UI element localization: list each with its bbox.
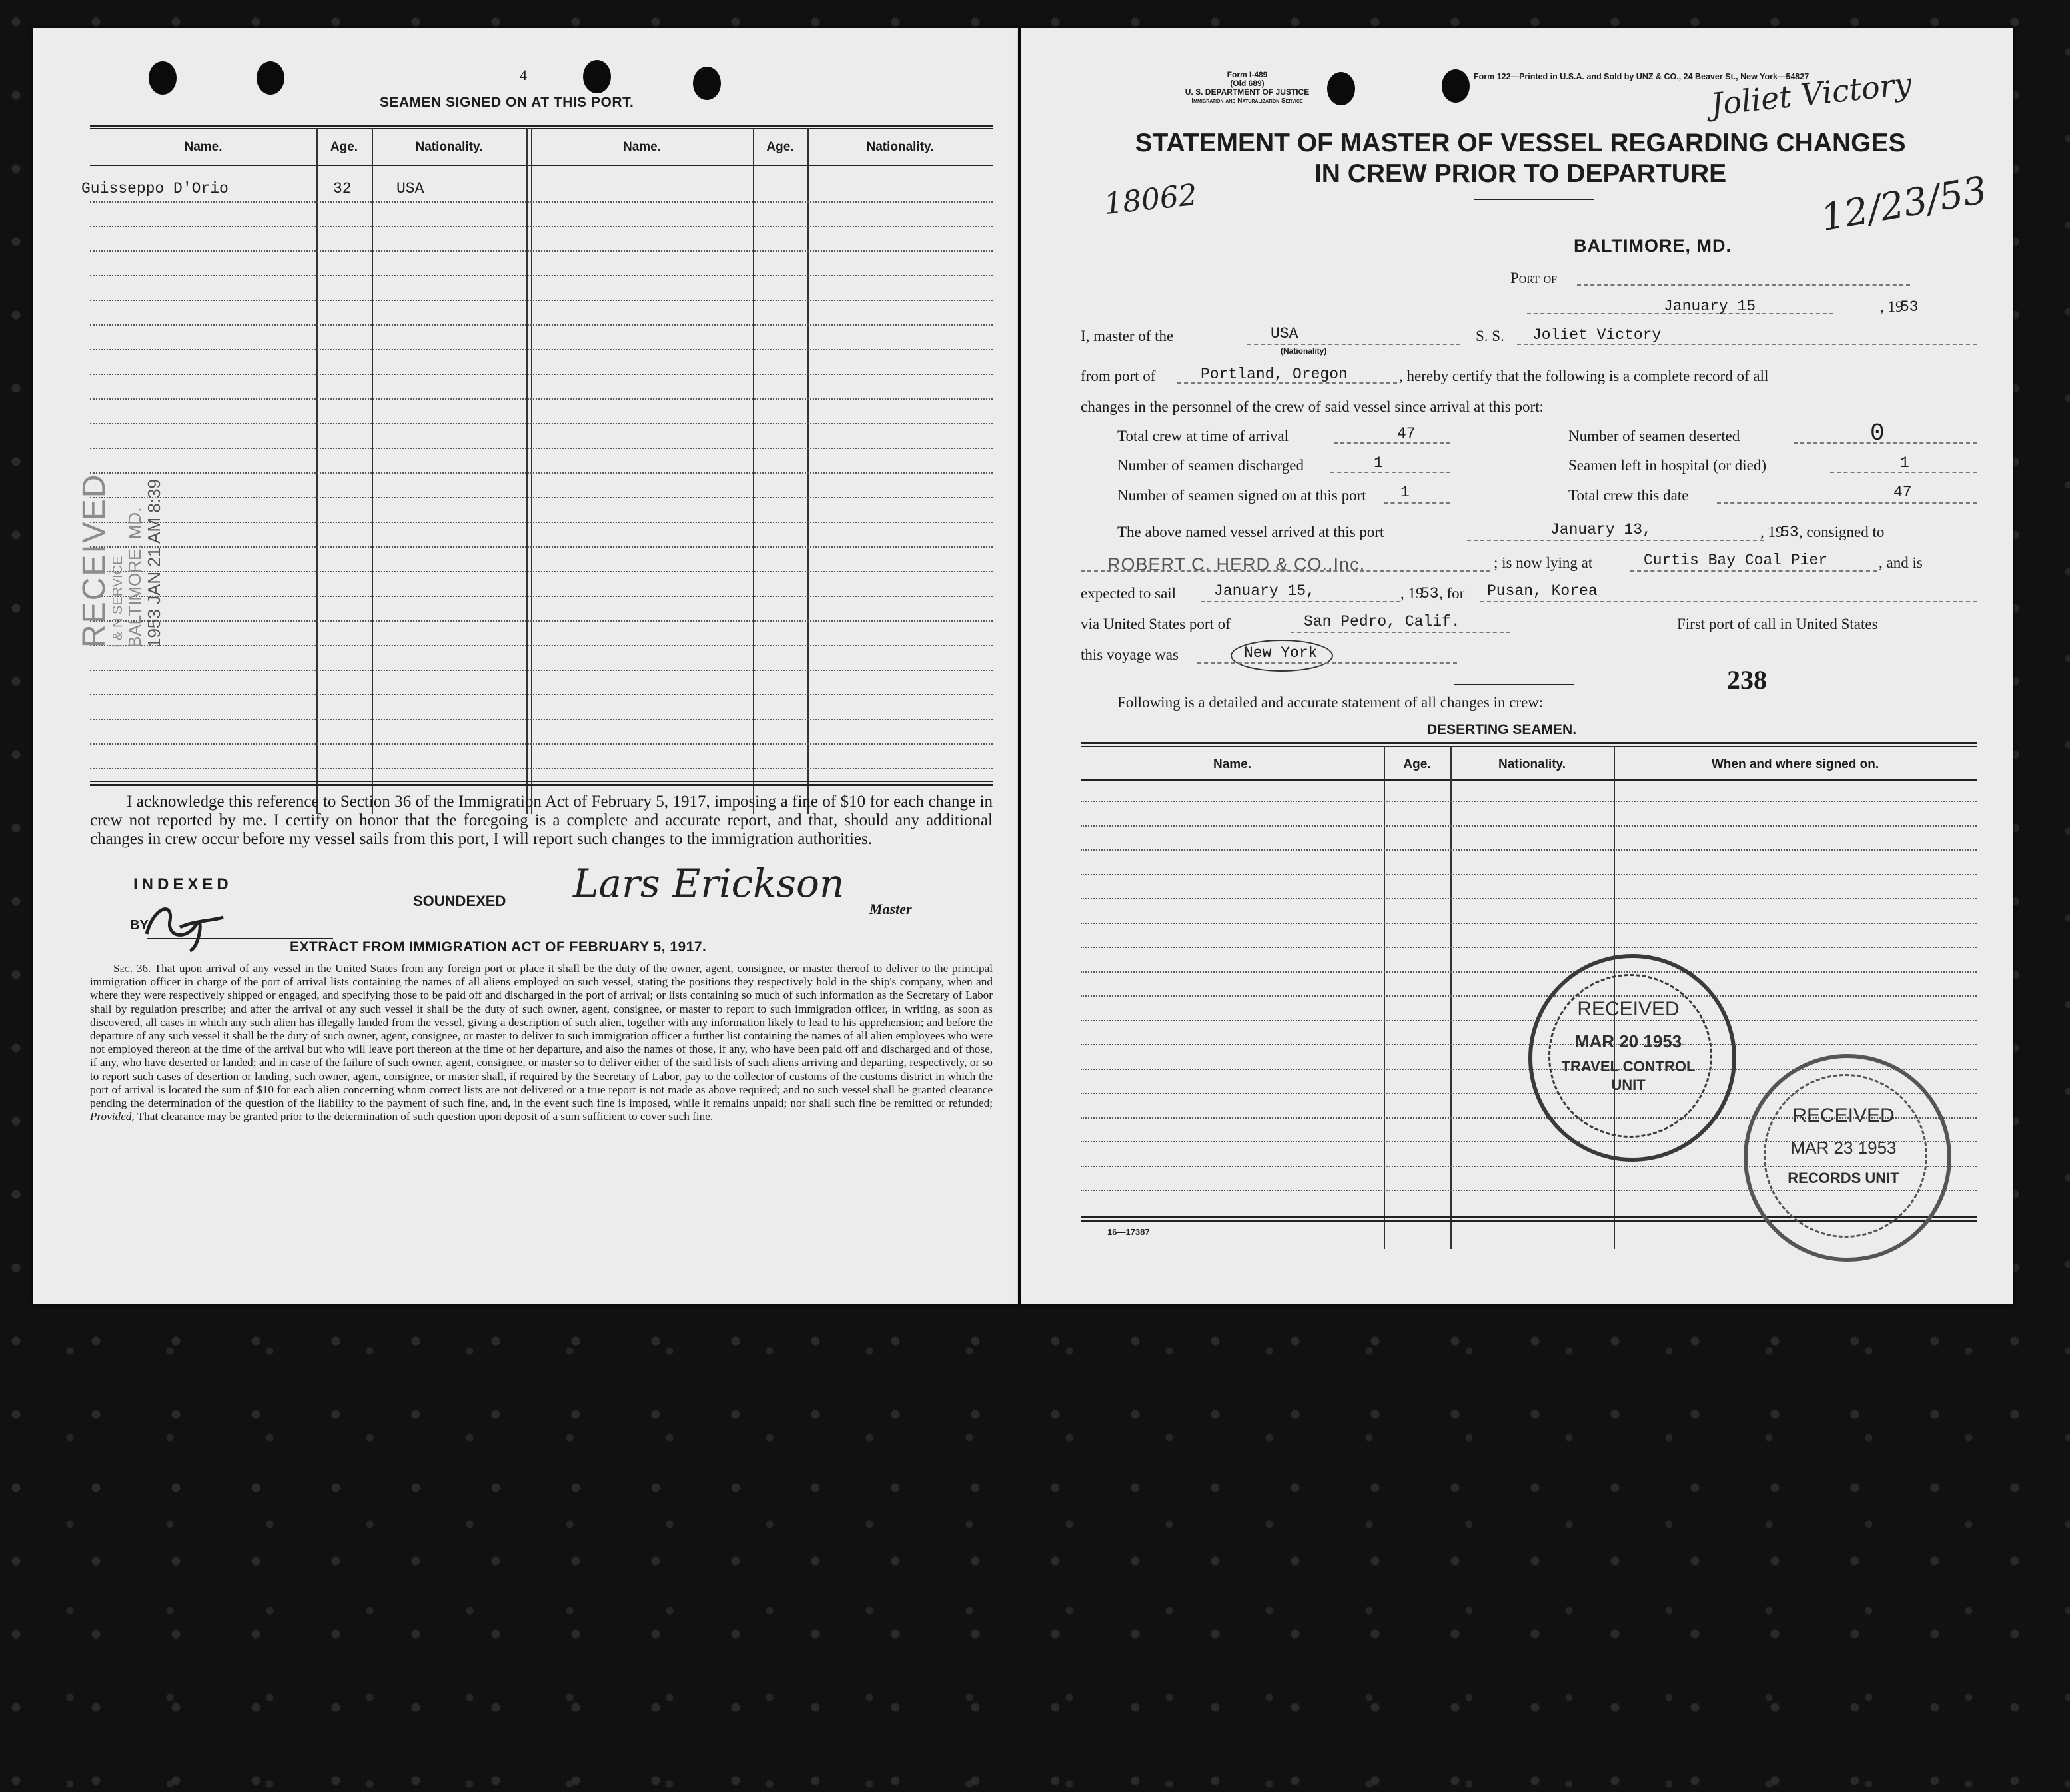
row-rule	[90, 743, 993, 745]
for-label: , for	[1439, 585, 1465, 602]
fill-line	[1517, 344, 1977, 345]
stamp-unit: UNIT	[1611, 1077, 1646, 1093]
hospital-label: Seamen left in hospital (or died)	[1568, 457, 1767, 474]
col-age: Age.	[766, 140, 794, 154]
row-rule	[90, 546, 993, 548]
fill-line	[1527, 313, 1833, 314]
date-value: January 15	[1664, 298, 1756, 315]
title-line: STATEMENT OF MASTER OF VESSEL REGARDING CHANGES	[1135, 129, 1906, 157]
expected-label: expected to sail	[1081, 585, 1177, 602]
punch-hole	[693, 67, 721, 100]
records-unit-stamp	[1744, 1054, 1951, 1262]
via-label: via United States port of	[1081, 616, 1231, 632]
row-rule	[90, 620, 993, 622]
col-name: Name.	[184, 140, 223, 154]
fill-line	[1177, 382, 1397, 384]
changes-text: changes in the personnel of the crew of said vessel since arrival at this port:	[1081, 398, 1544, 415]
signed-on-label: Number of seamen signed on at this port	[1117, 487, 1366, 504]
for-value: Pusan, Korea	[1487, 582, 1598, 600]
des-col-age: Age.	[1403, 757, 1431, 771]
arrived-label: The above named vessel arrived at this port	[1117, 524, 1384, 540]
row-rule	[1081, 825, 1977, 827]
section-body: That upon arrival of any vessel in the United States from any foreign port or place it shall be the duty of the owner, agent, consignee, or master thereof to deliver to the principal immigration officer in charge of the port of arrival lists containing the names of all aliens employed on such vessel, stating the positions they respectively hold in the ship's company, when and where they were respectively shipped or engaged, and specifying those to be paid off and discharged in the port of arrival; or lists containing so much of such information as the Secretary of Labor shall by regulation prescribe; and after the arrival of any such vessel it shall be the duty of such owner, agent, consignee, or master to report to such immigration officer, in writing, as soon as discovered, all cases in which any such alien has illegally landed from the vessel, giving a description of such alien, together with any information likely to lead to his apprehension; and before the departure of any such vessel it shall be the duty of such owner, agent, consignee, or master to deliver to such immigration officer a further list containing the names of all alien employees who were not employed thereon at the time of the arrival but who will leave port thereon at the time of her departure, and also the names of those, if any, who have been paid off and discharged and of those, if any, who have deserted or landed; and in case of the failure of such owner, agent, consignee, or master so to deliver either of the said lists of such aliens arriving and departing, respectively, or so to report such cases of desertion or landing, such owner, agent, consignee, or master shall, if required by the Secretary of Labor, pay to the collector of customs of the customs district in which the port of arrival is located the sum of $10 for each alien concerning whom correct lists are not delivered or a true report is not made as above required; and no such vessel shall be granted clearance pending the determination of the question of the liability to the payment of such fine, and, in the event such fine is imposed, while it remains unpaid; nor shall such fine be remitted or refunded;	[90, 962, 993, 1110]
master-of-label: I, master of the	[1081, 328, 1174, 344]
col-age: Age.	[330, 140, 358, 154]
row-rule	[90, 596, 993, 597]
printer-line: Form 122—Printed in U.S.A. and Sold by UNZ & CO., 24 Beaver St., New York—54827	[1474, 72, 1810, 81]
dept-line: Immigration and Naturalization Service	[1191, 97, 1303, 105]
arrived-year-label: , 19	[1760, 524, 1784, 540]
hospital-value: 1	[1900, 454, 1909, 472]
voyage-value: New York	[1244, 644, 1318, 662]
row-rule	[90, 374, 993, 375]
year-value: 53	[1900, 298, 1919, 316]
form-line: Form I-489	[1227, 70, 1268, 79]
signed-on-value: 1	[1400, 484, 1410, 501]
form-number	[1167, 71, 1327, 105]
stamp-date: MAR 20 1953	[1574, 1031, 1682, 1051]
row-rule	[90, 670, 993, 671]
total-crew-date-value: 47	[1893, 484, 1912, 501]
row-rule	[90, 645, 993, 646]
master-label: Master	[869, 901, 912, 917]
column-divider	[316, 128, 318, 814]
footer-code: 16—17387	[1107, 1227, 1150, 1237]
arrived-year-value: 53	[1780, 524, 1799, 541]
arrived-value: January 13,	[1550, 521, 1652, 538]
expected-year-value: 53	[1420, 585, 1439, 602]
travel-control-stamp	[1528, 954, 1736, 1162]
total-crew-arrival-label: Total crew at time of arrival	[1117, 428, 1289, 444]
right-page	[1021, 28, 2013, 1304]
fill-line	[1467, 540, 1764, 541]
stamp-unit: TRAVEL CONTROL	[1561, 1058, 1696, 1075]
total-crew-arrival-value: 47	[1397, 425, 1416, 442]
from-port-label: from port of	[1081, 368, 1156, 384]
vessel-value: Joliet Victory	[1532, 326, 1662, 344]
from-port-value: Portland, Oregon	[1201, 366, 1348, 383]
stamp-received: RECEIVED	[1577, 998, 1680, 1020]
row-rule	[90, 694, 993, 695]
by-label: BY	[130, 918, 149, 933]
expected-year-label: , 19	[1400, 585, 1424, 602]
acknowledgement-text: I acknowledge this reference to Section 36 of the Immigration Act of February 5, 1917, imposing a fine of $10 for each change in crew not reported by me. I certify on honor that the foregoing is a complete and accurate report, and that, should any additional changes in crew occur before my vessel sails from this port, I will report such changes to the immigration authorities.	[90, 793, 993, 848]
first-port-label: First port of call in United States	[1677, 616, 1878, 632]
fill-line	[1830, 472, 1977, 473]
column-divider	[526, 128, 528, 814]
column-divider	[1384, 746, 1385, 1249]
handwritten-vessel: Joliet Victory	[1709, 65, 1913, 123]
row-rule	[90, 226, 993, 227]
left-page	[33, 28, 1018, 1304]
table-bottom-rule	[90, 781, 993, 782]
column-divider	[531, 128, 532, 814]
row-rule	[90, 719, 993, 720]
section-tail: That clearance may be granted prior to the determination of such question upon deposit of a sum sufficient to cover such fine.	[137, 1110, 714, 1123]
following-text: Following is a detailed and accurate statement of all changes in crew:	[1117, 694, 1544, 711]
fill-line	[1630, 570, 1877, 572]
and-is-label: , and is	[1879, 554, 1923, 571]
form-title	[1087, 128, 1953, 189]
handwritten-date: 12/23/53	[1817, 168, 1991, 240]
fill-line	[1384, 502, 1450, 504]
section-rule	[1454, 684, 1574, 685]
row-rule	[1081, 898, 1977, 899]
row-rule	[90, 522, 993, 523]
fill-line	[1201, 601, 1400, 602]
fill-line	[1480, 601, 1977, 602]
fill-line	[1577, 284, 1910, 286]
initials-signature	[133, 894, 227, 954]
page-number: 4	[520, 67, 527, 83]
section-36-text	[90, 962, 993, 1123]
stamp-date: MAR 23 1953	[1790, 1138, 1897, 1158]
row-rule	[1081, 801, 1977, 802]
punch-hole	[583, 60, 611, 93]
fill-line	[1247, 344, 1460, 345]
lying-label: ; is now lying at	[1494, 554, 1593, 571]
row-rule	[1081, 971, 1977, 973]
received-stamp	[79, 434, 185, 648]
stamp-city: BALTIMORE, MD.	[125, 507, 145, 648]
row-rule	[90, 324, 993, 326]
fill-line	[1330, 472, 1450, 473]
column-divider	[807, 128, 809, 814]
fill-line	[1334, 442, 1450, 444]
punch-hole	[149, 61, 177, 95]
form-line: (Old 689)	[1230, 79, 1265, 88]
nationality-value: USA	[1271, 325, 1298, 342]
table-bottom-rule	[90, 784, 993, 786]
seamen-signed-title: SEAMEN SIGNED ON AT THIS PORT.	[380, 95, 634, 110]
row-rule	[1081, 874, 1977, 875]
row-rule	[90, 201, 993, 203]
total-crew-date-label: Total crew this date	[1568, 487, 1689, 504]
row-rule	[90, 571, 993, 572]
table-top-rule	[90, 128, 993, 129]
port-of-label: Port of	[1510, 270, 1558, 286]
fill-line	[1291, 632, 1510, 633]
punch-hole	[257, 61, 284, 95]
table-top-rule	[1081, 742, 1977, 744]
fill-line	[1197, 662, 1457, 664]
row-rule	[1081, 923, 1977, 924]
punch-hole	[1442, 69, 1470, 103]
lying-value: Curtis Bay Coal Pier	[1644, 552, 1828, 569]
des-col-name: Name.	[1213, 757, 1252, 771]
voyage-label: this voyage was	[1081, 646, 1179, 663]
column-divider	[1450, 746, 1452, 1249]
ss-label: S. S.	[1476, 328, 1504, 344]
certify-text: , hereby certify that the following is a complete record of all	[1399, 368, 1769, 384]
col-nationality: Nationality.	[866, 140, 934, 154]
des-col-nationality: Nationality.	[1498, 757, 1566, 771]
year-label: , 19	[1880, 298, 1903, 315]
col-nationality: Nationality.	[415, 140, 483, 154]
extract-title: EXTRACT FROM IMMIGRATION ACT OF FEBRUARY 5, 1917.	[290, 939, 707, 955]
des-col-signed-on: When and where signed on.	[1711, 757, 1879, 771]
row-rule	[90, 497, 993, 498]
section-label: Sec. 36.	[113, 962, 151, 975]
row-rule	[1081, 1020, 1977, 1021]
col-name: Name.	[622, 140, 662, 154]
table-row-name: Guisseppo D'Orio	[81, 180, 229, 197]
soundexed-stamp: SOUNDEXED	[413, 893, 506, 909]
row-rule	[90, 398, 993, 400]
title-rule	[1474, 199, 1594, 200]
row-rule	[90, 349, 993, 350]
punch-hole	[1327, 72, 1355, 105]
expected-value: January 15,	[1214, 582, 1315, 600]
deserted-label: Number of seamen deserted	[1568, 428, 1740, 444]
stamp-date: 1953 JAN 21 AM 8:39	[144, 479, 164, 648]
column-divider	[753, 128, 754, 814]
table-top-rule	[1081, 746, 1977, 747]
row-rule	[90, 423, 993, 424]
fill-line	[1717, 502, 1977, 504]
row-rule	[1081, 849, 1977, 851]
deserting-title: DESERTING SEAMEN.	[1427, 722, 1577, 737]
provided-label: Provided,	[90, 1110, 135, 1123]
table-header-rule	[90, 165, 993, 166]
discharged-label: Number of seamen discharged	[1117, 457, 1304, 474]
row-rule	[90, 472, 993, 474]
table-row-nationality: USA	[396, 180, 424, 197]
row-rule	[90, 300, 993, 301]
row-rule	[1081, 995, 1977, 997]
nationality-label: (Nationality)	[1281, 346, 1327, 356]
handwritten-number: 18062	[1102, 177, 1199, 222]
via-value: San Pedro, Calif.	[1304, 613, 1460, 630]
table-header-rule	[1081, 779, 1977, 781]
row-rule	[90, 768, 993, 769]
stamp-received: RECEIVED	[77, 473, 112, 648]
fill-line	[1081, 570, 1490, 572]
indexed-stamp: INDEXED	[133, 875, 233, 893]
fill-line	[1794, 442, 1977, 444]
row-rule	[90, 448, 993, 449]
stamp-service: I & N SERVICE	[111, 556, 125, 648]
row-rule	[90, 250, 993, 252]
consignee-stamp: ROBERT C. HERD & CO.,Inc.	[1107, 554, 1366, 574]
row-rule	[90, 275, 993, 276]
title-line: IN CREW PRIOR TO DEPARTURE	[1314, 159, 1727, 188]
table-row-age: 32	[333, 180, 352, 197]
stamp-unit: RECORDS UNIT	[1788, 1170, 1899, 1186]
port-stamp: BALTIMORE, MD.	[1574, 236, 1732, 256]
column-divider	[372, 128, 373, 814]
deserted-value: 0	[1870, 420, 1885, 447]
stamp-received: RECEIVED	[1792, 1105, 1895, 1126]
dept-line: U. S. DEPARTMENT OF JUSTICE	[1185, 87, 1310, 97]
stamp-number: 238	[1727, 665, 1767, 695]
consigned-label: , consigned to	[1799, 524, 1885, 540]
row-rule	[1081, 947, 1977, 948]
table-top-rule	[90, 125, 993, 127]
master-signature: Lars Erickson	[573, 861, 845, 906]
discharged-value: 1	[1374, 454, 1383, 472]
